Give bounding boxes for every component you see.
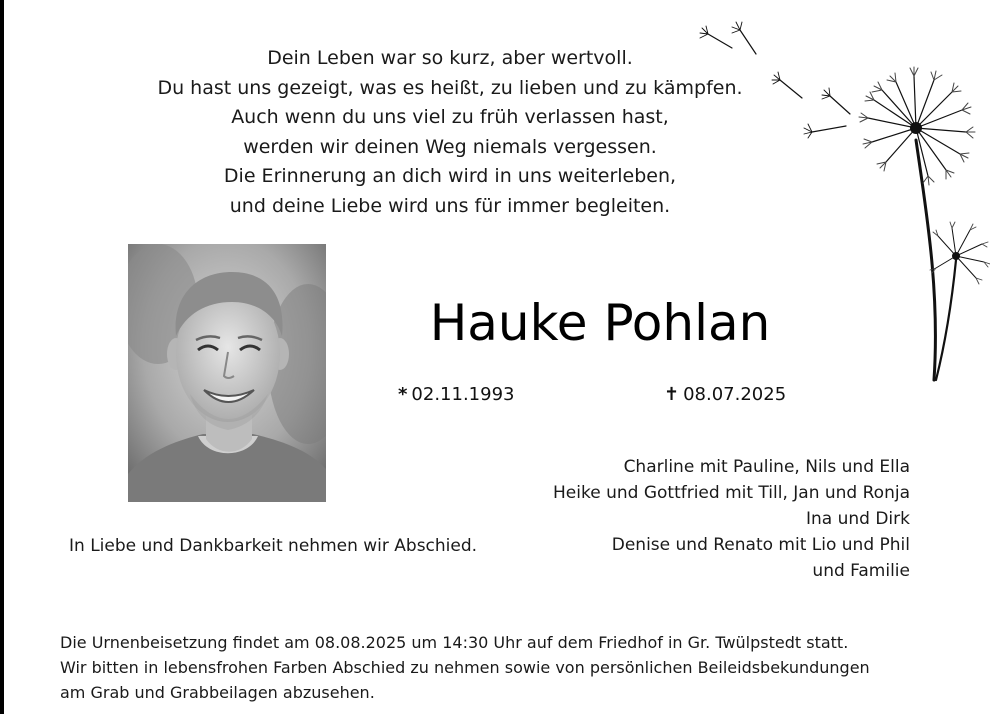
poem-line: Du hast uns gezeigt, was es heißt, zu lieben und zu kämpfen. <box>157 76 743 99</box>
birth-date <box>398 384 514 405</box>
poem-line: Dein Leben war so kurz, aber wertvoll. <box>267 47 633 69</box>
funeral-notice <box>60 630 960 705</box>
notice-line: Wir bitten in lebensfrohen Farben Abschied zu nehmen sowie von persönlichen Beileidsbekundungen <box>60 658 870 677</box>
poem <box>130 44 770 221</box>
cross-icon: ✝ <box>664 384 680 405</box>
family-line: Charline mit Pauline, Nils und Ella <box>623 457 910 477</box>
poem-line: und deine Liebe wird uns für immer begleiten. <box>229 194 671 217</box>
portrait-photo <box>128 244 326 502</box>
deceased-name: Hauke Pohlan <box>429 294 771 352</box>
notice-line: am Grab und Grabbeilagen abzusehen. <box>60 683 375 702</box>
family-line: und Familie <box>812 561 910 581</box>
death-date <box>664 384 786 405</box>
birth-star-icon: * <box>398 384 408 405</box>
farewell-text: In Liebe und Dankbarkeit nehmen wir Abschied. <box>69 536 478 556</box>
family-line: Denise und Renato mit Lio und Phil <box>611 535 910 555</box>
family-line: Ina und Dirk <box>805 509 910 529</box>
birth-date-value: 02.11.1993 <box>411 384 515 405</box>
family-list <box>470 454 910 584</box>
poem-line: Die Erinnerung an dich wird in uns weiterleben, <box>223 165 677 187</box>
death-date-value: 08.07.2025 <box>683 384 787 405</box>
portrait-image <box>128 244 326 502</box>
left-border-line <box>0 0 4 714</box>
poem-line: Auch wenn du uns viel zu früh verlassen hast, <box>231 106 669 128</box>
poem-line: werden wir deinen Weg niemals vergessen. <box>243 135 657 158</box>
family-line: Heike und Gottfried mit Till, Jan und Ronja <box>553 483 910 503</box>
notice-line: Die Urnenbeisetzung findet am 08.08.2025 um 14:30 Uhr auf dem Friedhof in Gr. Twülpstedt statt. <box>60 633 849 652</box>
